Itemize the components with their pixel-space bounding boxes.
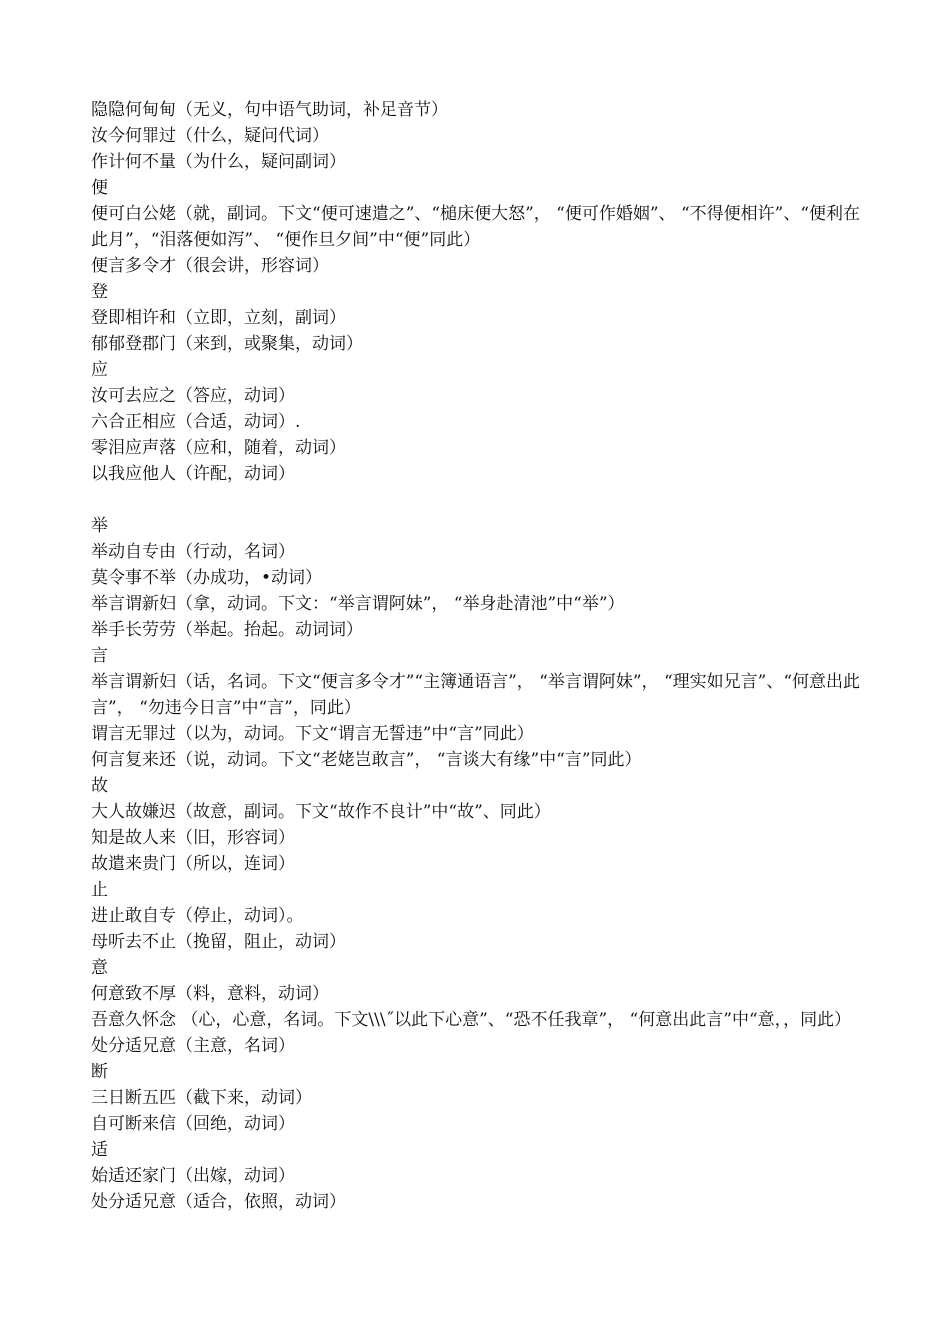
text-line: 何言复来还（说，动词。下文“老姥岂敢言”， “言谈大有缘”中“言”同此） bbox=[91, 750, 642, 770]
text-line: 举动自专由（行动，名词） bbox=[91, 542, 295, 562]
section-heading: 适 bbox=[91, 1140, 108, 1160]
text-line: 汝可去应之（答应，动词） bbox=[91, 386, 295, 406]
text-line: 登即相许和（立即，立刻，副词） bbox=[91, 308, 346, 328]
text-line: 以我应他人（许配，动词） bbox=[91, 464, 295, 484]
text-line: 作计何不量（为什么，疑问副词） bbox=[91, 152, 346, 172]
section-heading: 举 bbox=[91, 516, 108, 536]
text-line: 郁郁登郡门（来到，或聚集，动词） bbox=[91, 334, 363, 354]
text-line: 进止敢自专（停止，动词）。 bbox=[91, 906, 304, 926]
section-heading: 断 bbox=[91, 1062, 108, 1082]
text-line: 举言谓新妇（话，名词。下文“便言多令才”“主簿通语言”， “举言谓阿妹”， “理实如兄言”、“何意出此言”， “勿违今日言”中“言”，同此） bbox=[91, 672, 861, 718]
section-heading: 应 bbox=[91, 360, 108, 380]
text-line: 知是故人来（旧，形容词） bbox=[91, 828, 295, 848]
text-line: 举言谓新妇（拿，动词。下文：“举言谓阿妹”， “举身赴清池”中“举”） bbox=[91, 594, 625, 614]
text-line: 自可断来信（回绝，动词） bbox=[91, 1114, 295, 1134]
section-heading: 便 bbox=[91, 178, 108, 198]
text-line: 处分适兄意（主意，名词） bbox=[91, 1036, 295, 1056]
text-line: 何意致不厚（料，意料，动词） bbox=[91, 984, 329, 1004]
text-line: 处分适兄意（适合，依照，动词） bbox=[91, 1192, 346, 1212]
text-line: 故遣来贵门（所以，连词） bbox=[91, 854, 295, 874]
section-heading: 止 bbox=[91, 880, 108, 900]
text-line: 汝今何罪过（什么，疑问代词） bbox=[91, 126, 329, 146]
section-heading: 登 bbox=[91, 282, 108, 302]
text-line: 母听去不止（挽留，阻止，动词） bbox=[91, 932, 346, 952]
section-heading: 意 bbox=[91, 958, 108, 978]
blank-line bbox=[91, 487, 863, 513]
text-line: 零泪应声落（应和，随着，动词） bbox=[91, 438, 346, 458]
text-line: 莫令事不举（办成功，•动词） bbox=[91, 568, 323, 588]
text-line: 举手长劳劳（举起。抬起。动词词） bbox=[91, 620, 363, 640]
text-line: 六合正相应（合适，动词）. bbox=[91, 412, 301, 432]
text-line: 隐隐何甸甸（无义，句中语气助词，补足音节） bbox=[91, 100, 448, 120]
text-line: 便言多令才（很会讲，形容词） bbox=[91, 256, 329, 276]
text-line: 大人故嫌迟（故意，副词。下文“故作不良计”中“故”、同此） bbox=[91, 802, 551, 822]
section-heading: 言 bbox=[91, 646, 108, 666]
text-line: 始适还家门（出嫁，动词） bbox=[91, 1166, 295, 1186]
text-line: 三日断五匹（截下来，动词） bbox=[91, 1088, 312, 1108]
document-body bbox=[91, 97, 863, 1215]
section-heading: 故 bbox=[91, 776, 108, 796]
text-line: 便可白公姥（就，副词。下文“便可速遣之”、“槌床便大怒”， “便可作婚姻”、 “不得便相许”、“便利在此月”，“泪落便如泻”、 “便作旦夕间”中“便”同此） bbox=[91, 204, 861, 250]
text-line: 谓言无罪过（以为，动词。下文“谓言无誓违”中“言”同此） bbox=[91, 724, 534, 744]
text-line: 吾意久怀念 （心，心意，名词。下文\\\˝以此下心意”、“恐不任我章”， “何意出此言”中“意，，同此） bbox=[91, 1010, 852, 1030]
